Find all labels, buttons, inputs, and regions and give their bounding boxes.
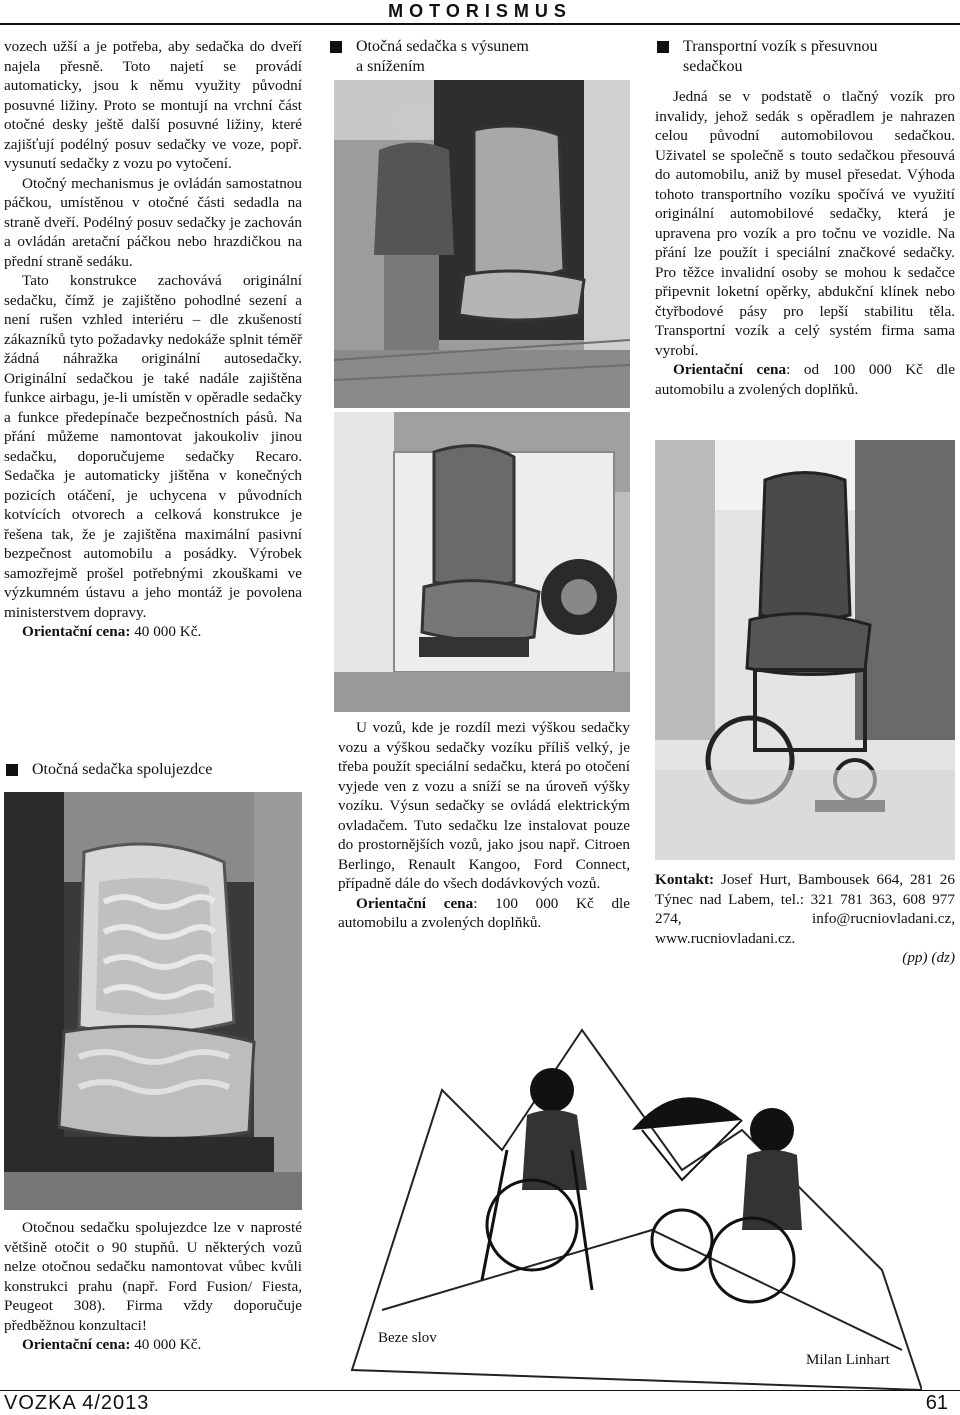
- col1-price-value: 40 000 Kč.: [130, 623, 202, 640]
- col1-heading-text: Otočná sedačka spolujezdce: [32, 761, 213, 778]
- col2-heading-line1: Otočná sedačka s výsunem: [356, 38, 529, 55]
- col1-price2-value: 40 000 Kč.: [130, 1336, 202, 1353]
- contact-block: [655, 870, 955, 968]
- contact-text: Josef Hurt, Bambousek 664, 281 26 Týnec nad Labem, tel.: 321 781 363, 608 977 274, info@rucniovladani.cz, www.rucniovladani.cz.: [655, 871, 955, 947]
- col1-paragraph-2: Otočný mechanismus je ovládán samostatnou páčkou, umístěnou v otočné části sedadla na straně dveří. Podélný posuv sedačky je zachován a ovládán aretační páčkou nebo hrazdičkou na přední straně sedáku.: [4, 174, 302, 270]
- cartoon-caption-left: Beze slov: [378, 1330, 437, 1346]
- col3-heading-line2: sedačkou: [683, 57, 743, 75]
- photo-passenger-seat: [4, 792, 302, 1210]
- col2-price-value: : 100 000 Kč dle automobilu a zvolených doplňků.: [338, 894, 631, 931]
- authors-initials: (pp) (dz): [902, 949, 955, 966]
- col3-price-value: : od 100 000 Kč dle automobilu a zvolených doplňků.: [655, 361, 956, 398]
- photo-man-seat-lowering: [334, 80, 630, 408]
- photo-transport-wheelchair: [655, 440, 955, 860]
- col2-price-label: Orientační cena: [356, 894, 474, 912]
- header-rule: [0, 23, 960, 25]
- col3-heading: [655, 37, 960, 76]
- col1-price: [4, 622, 302, 642]
- col2-paragraph-1: U vozů, kde je rozdíl mezi výškou sedačky vozu a výškou sedačky vozíku příliš velký, je třeba použít speciální sedačku, která po otočení vyjede ven z vozu a sníží se na úroveň výšky vozíku. Výsun sedačky se ovládá elektrickým ovladačem. Tuto sedačku lze instalovat pouze do prostornějších vozů, jako jsou např. Citroen Berlingo, Renault Kangoo, Ford Connect, případně dále do všech dodávkových vozů.: [338, 719, 630, 892]
- page-number: 61: [925, 1392, 948, 1414]
- contact-info: [655, 870, 955, 948]
- col2-price: [338, 894, 630, 933]
- col1-caption: Otočnou sedačku spolujezdce lze v naprosté většině otočit o 90 stupňů. U některých vozů nelze otočnou sedačku namontovat vůbec kvůli konstrukci prahu (např. Ford Fusion/ Fiesta, Peugeot 308). Firma vždy doporučuje předběžnou konzultaci!: [4, 1219, 302, 1334]
- bullet-square-icon: [330, 41, 342, 53]
- col1-price-2: [4, 1335, 302, 1355]
- col1-price-label: Orientační cena:: [22, 623, 131, 640]
- col3-price-label: Orientační cena: [673, 361, 787, 378]
- contact-label: Kontakt:: [655, 871, 715, 888]
- column-1: [4, 37, 302, 642]
- column-2: [338, 718, 630, 933]
- col1-caption-block: [4, 1218, 302, 1355]
- col2-heading-line2: a snížením: [356, 57, 425, 75]
- col1-heading: [4, 760, 330, 780]
- bullet-square-icon: [6, 764, 18, 776]
- footer-rule: [0, 1390, 960, 1391]
- col3-paragraph-1: Jedná se v podstatě o tlačný vozík pro invalidy, jehož sedák s opěradlem je nahrazen celou původní automobilovou sedačkou. Uživatel se společně s touto sedačkou přesouvá do automobilu, aniž by musel přesedat. Výhoda tohoto transportního vozíku spočívá ve využití originální automobilové sedačky, která je upravena pro vozík a pro točnu ve vozidle. Na přání lze použít i speciální značkové sedačky. Pro těžce invalidní osoby se mohou k sedačce připevnit loketní opěrky, abdukční klínek nebo čtyřbodové pásy pro lepší stabilitu těla. Transportní vozík a celý systém firma sama vyrobí.: [655, 88, 955, 359]
- col1-price2-label: Orientační cena:: [22, 1336, 131, 1353]
- cartoon-caption-right: Milan Linhart: [806, 1352, 890, 1368]
- col1-paragraph-3: Tato konstrukce zachovává originální sedačku, čímž je zajištěno pohodlné sezení a není rušen vzhled interiéru – dle zkušeností zákazníků tyto požadavky nedokáže splnit téměř žádná náhražka originální autosedačky. Originální sedačkou je také nadále zajištěna funkce airbagu, je-li umístěn v opěradle sedačky a funkce předepínače bezpečnostních pásů. Na přání můžeme namontovat jakoukoliv jinou sedačku, doporučujeme sedačky Recaro. Sedačka je automaticky jištěna v konečných pozicích otáčení, je uchycena v původních kotvících otvorech a celková konstrukce je řešena tak, že je zajištěna maximální pasivní bezpečnost automobilu a posádky. Výrobek samozřejmě prošel potřebnými zkouškami ve výzkumném ústavu a jeho montáž je povolena ministerstvem dopravy.: [4, 272, 302, 621]
- issue-label: VOZKA 4/2013: [4, 1392, 150, 1414]
- photo-van-seat-out: [334, 412, 630, 712]
- col3-heading-line1: Transportní vozík s přesuvnou: [683, 38, 878, 55]
- bullet-square-icon: [657, 41, 669, 53]
- col3-price: [655, 360, 955, 399]
- col2-heading: [328, 37, 654, 76]
- col1-paragraph-1: vozech užší a je potřeba, aby sedačka do dveří najela přesně. Toto najetí se provádí automaticky, jsou k němu využity původní posuvné ližiny. Proto se montují na vrchní část otočné desky ještě další posuvné ližiny, které zajišťují podélný posuv sedačky ve voze, popř. vysunutí sedačky z vozu po vytočení.: [4, 38, 302, 172]
- section-header: MOTORISMUS: [388, 1, 572, 21]
- column-3: [655, 87, 955, 399]
